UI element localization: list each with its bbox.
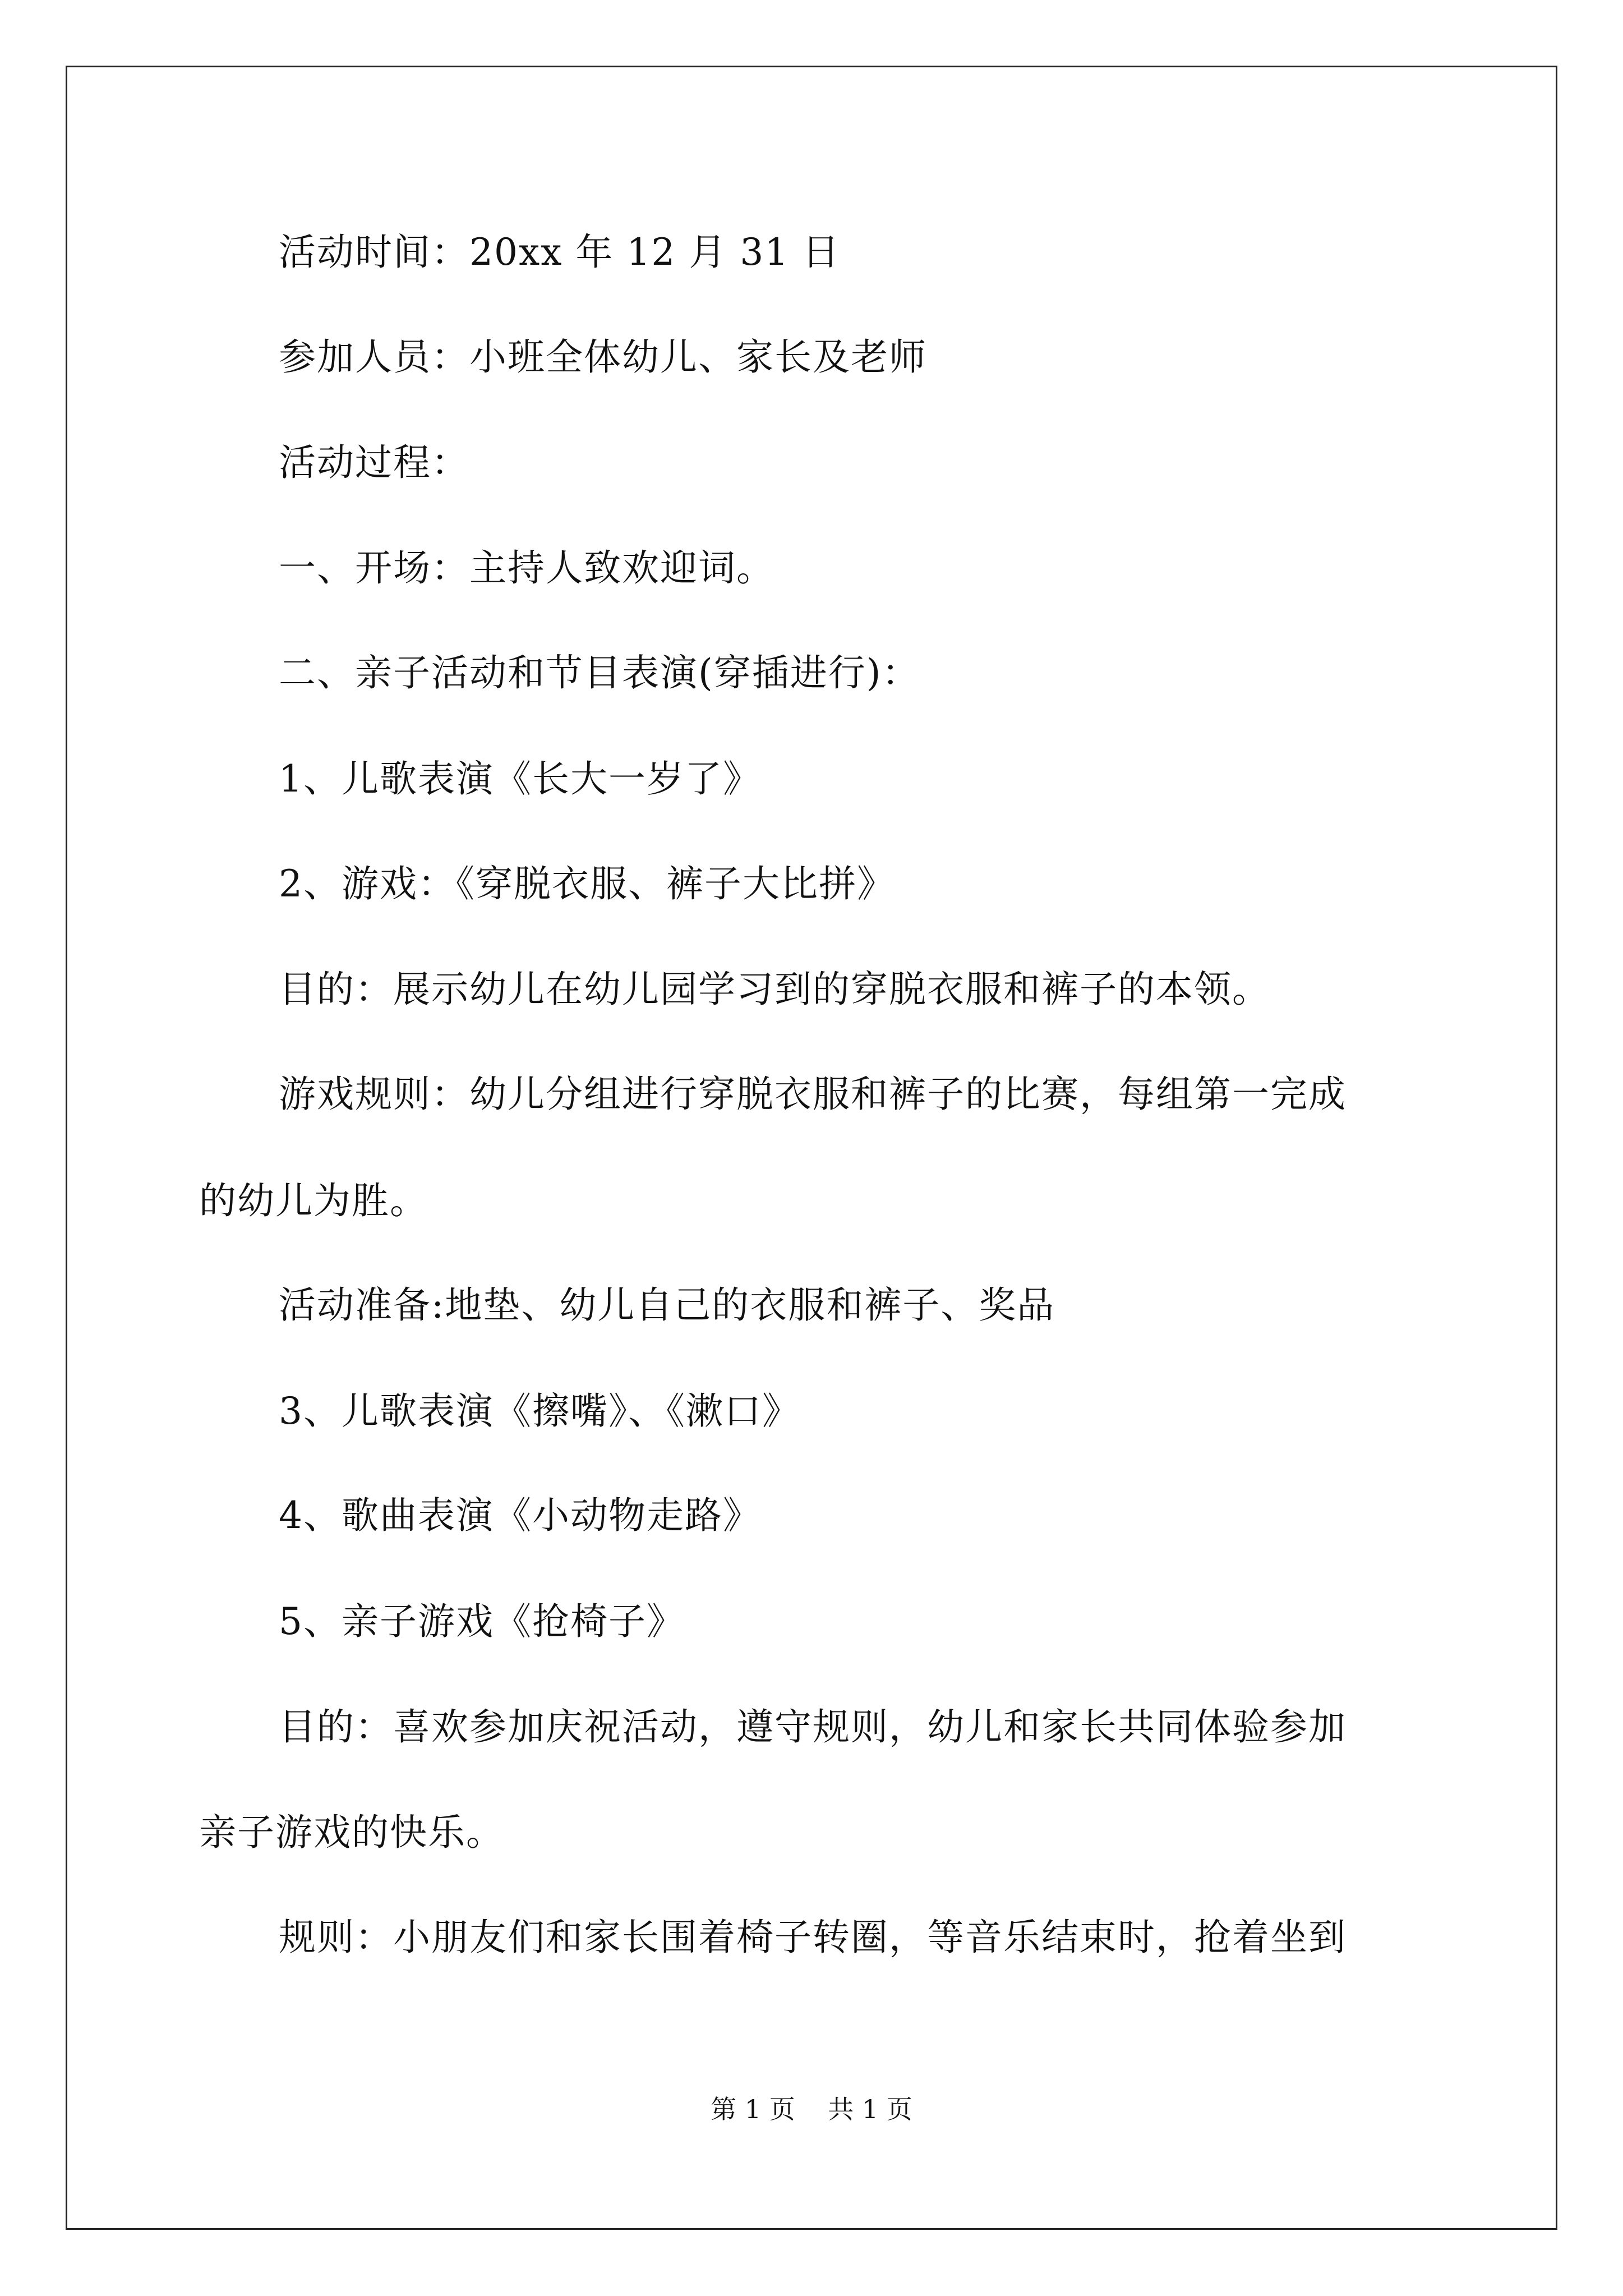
text-line-item-1: 1、儿歌表演《长大一岁了》 [279,757,761,800]
text-line-item-5: 5、亲子游戏《抢椅子》 [279,1600,685,1643]
text-line-purpose-2: 目的：喜欢参加庆祝活动，遵守规则，幼儿和家长共同体验参加 [279,1705,1347,1749]
page-border [66,66,1557,2230]
page-number-footer: 第 1 页 共 1 页 [711,2094,912,2124]
text-line-rules-1: 游戏规则：幼儿分组进行穿脱衣服和裤子的比赛，每组第一完成 [279,1073,1347,1116]
text-line-purpose-2-cont: 亲子游戏的快乐。 [199,1811,504,1854]
text-line-process-heading: 活动过程： [279,441,469,484]
text-line-participants: 参加人员：小班全体幼儿、家长及老师 [279,335,927,379]
text-line-activity-time: 活动时间：20xx 年 12 月 31 日 [279,231,841,274]
text-line-rules-2: 规则：小朋友们和家长围着椅子转圈，等音乐结束时，抢着坐到 [279,1916,1347,1959]
text-line-purpose-1: 目的：展示幼儿在幼儿园学习到的穿脱衣服和裤子的本领。 [279,968,1270,1011]
text-line-section-two: 二、亲子活动和节目表演(穿插进行)： [279,651,920,694]
text-line-item-3: 3、儿歌表演《擦嘴》、《漱口》 [279,1389,800,1433]
text-line-item-4: 4、歌曲表演《小动物走路》 [279,1494,761,1537]
text-line-opening: 一、开场：主持人致欢迎词。 [279,546,774,590]
text-line-item-2: 2、游戏：《穿脱衣服、裤子大比拼》 [279,862,895,905]
text-line-preparation: 活动准备:地垫、幼儿自己的衣服和裤子、奖品 [279,1283,1055,1327]
text-line-rules-1-cont: 的幼儿为胜。 [199,1179,428,1222]
